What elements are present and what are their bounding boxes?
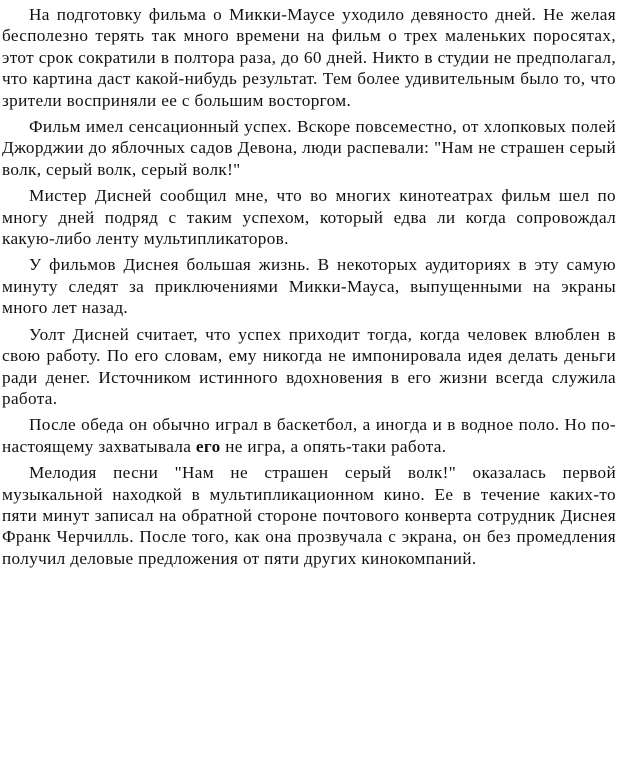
paragraph-6 (2, 414, 616, 457)
paragraph-4-text: У фильмов Диснея большая жизнь. В некоторых аудиториях в эту самую минуту следят за приключениями Микки-Мауса, выпущенными на экраны много лет назад. (2, 255, 616, 318)
paragraph-7 (2, 462, 616, 569)
paragraph-2 (2, 116, 616, 180)
paragraph-7-text: Мелодия песни "Нам не страшен серый волк!" оказалась первой музыкальной находкой в мультипликационном кино. Ее в течение каких-то пяти минут записал на обратной стороне почтового конверта сотрудник Диснея Франк Черчилль. После того, как она прозвучала с экрана, он без промедления получил деловые предложения от пяти других кинокомпаний. (2, 463, 616, 568)
paragraph-6-bold-word: его (195, 436, 221, 456)
paragraph-5 (2, 324, 616, 410)
paragraph-1 (2, 4, 616, 111)
paragraph-3 (2, 185, 616, 249)
paragraph-5-text: Уолт Дисней считает, что успех приходит тогда, когда человек влюблен в свою работу. По его словам, ему никогда не импонировала идея делать деньги ради денег. Источником истинного вдохновения в его жизни всегда служила работа. (2, 324, 616, 408)
paragraph-6-text-end: не игра, а опять-таки работа. (220, 436, 447, 456)
paragraph-4 (2, 254, 616, 318)
paragraph-3-text: Мистер Дисней сообщил мне, что во многих кинотеатрах фильм шел по многу дней подряд с таким успехом, который едва ли когда сопровождал какую-либо ленту мультипликаторов. (2, 186, 616, 249)
paragraph-1-text: На подготовку фильма о Микки-Маусе уходило девяносто дней. Не желая бесполезно терять так много времени на фильм о трех маленьких поросятах, этот срок сократили в полтора раза, до 60 дней. Никто в студии не предполагал, что картина даст какой-нибудь результат. Тем более удивительным было то, что зрители восприняли ее с большим восторгом. (2, 5, 616, 110)
paragraph-2-text: Фильм имел сенсационный успех. Вскоре повсеместно, от хлопковых полей Джорджии до яблочных садов Девона, люди распевали: "Нам не страшен серый волк, серый волк, серый волк!" (2, 117, 616, 179)
paragraph-6-text-start: После обеда он обычно играл в баскетбол, а иногда и в водное поло. Но по-настоящему захватывала (2, 415, 616, 456)
